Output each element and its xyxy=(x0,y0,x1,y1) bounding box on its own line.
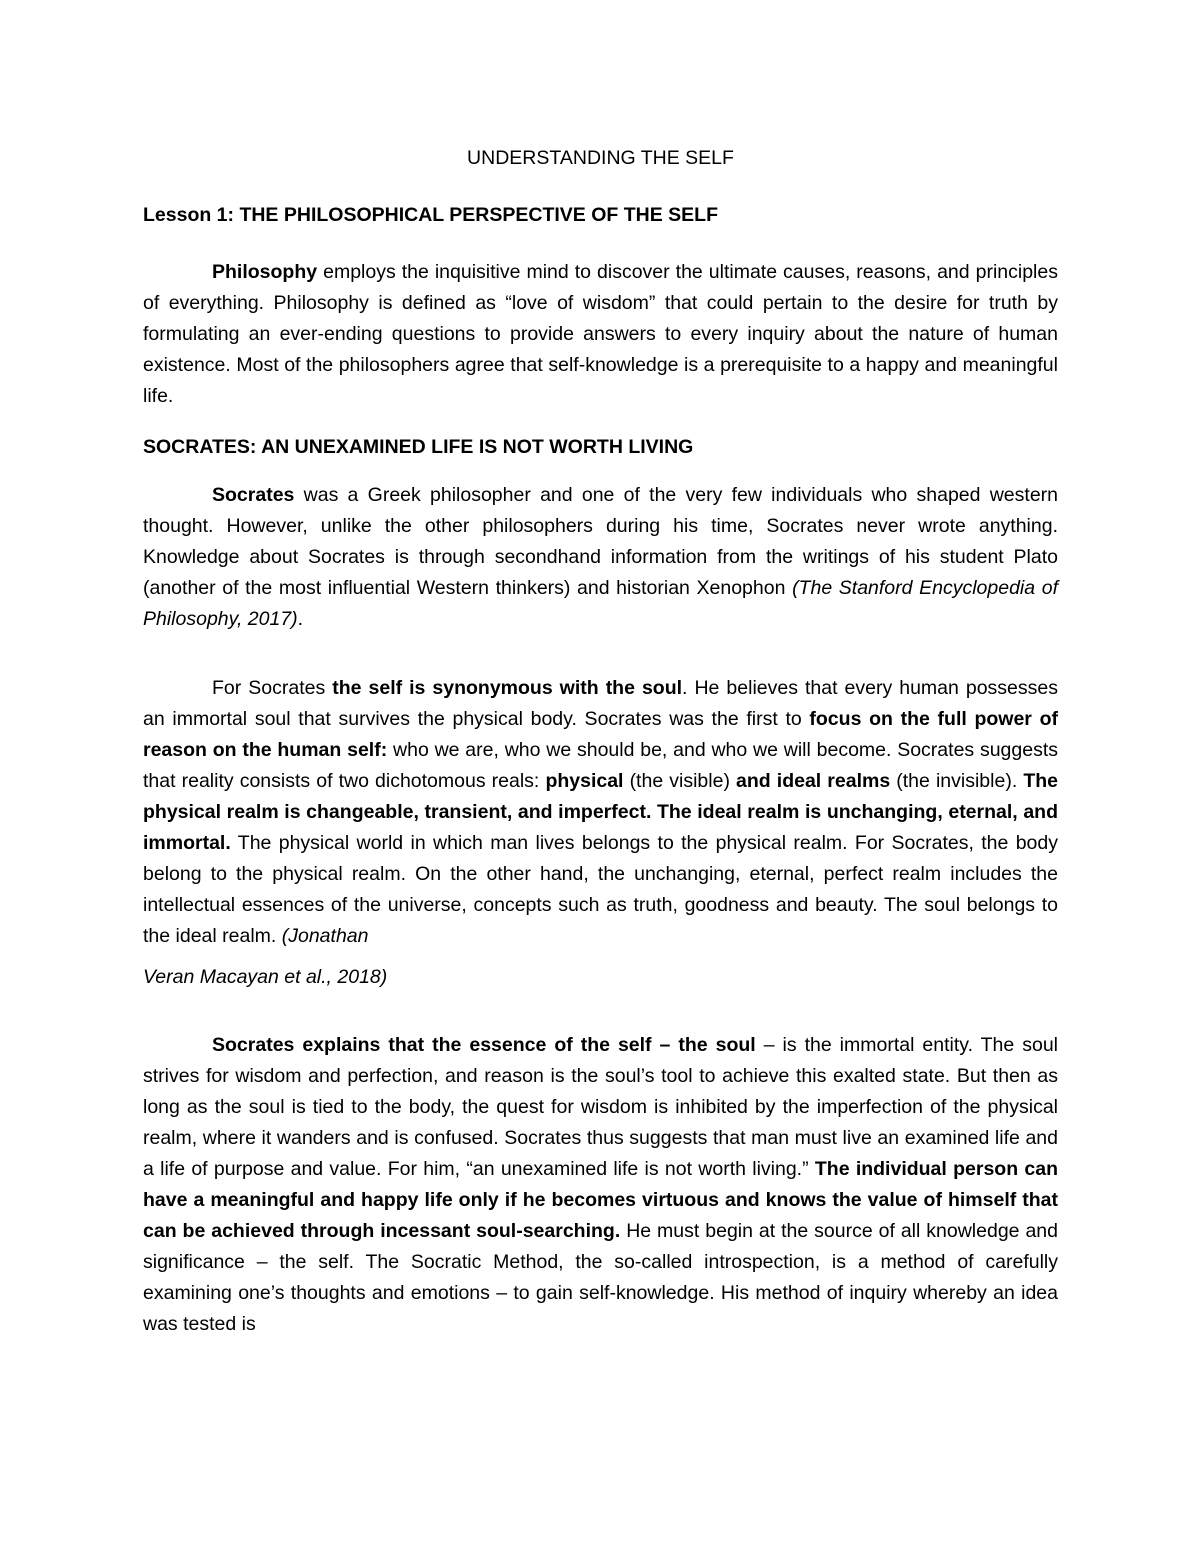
self-soul-b5: The physical realm is changeable, transient, and imperfect. The ideal realm is unchanging, eternal, and immortal. xyxy=(143,770,1058,854)
intro-text: employs the inquisitive mind to discover the ultimate causes, reasons, and principles of everything. Philosophy is defined as “love of wisdom” that could pertain to the desire for truth by formulating an ever-ending questions to provide answers to every inquiry about the nature of human existence. Most of the philosophers agree that self-knowledge is a prerequisite to a happy and meaningful life. xyxy=(143,261,1058,407)
self-soul-paragraph xyxy=(143,673,1058,993)
self-soul-s3: who we are, who we should be, and who we will become. Socrates suggests that reality consists of two dichotomous reals: xyxy=(143,739,1059,792)
self-soul-s5: (the invisible). xyxy=(890,770,1024,792)
self-soul-b2: focus on the full power of reason on the human self: xyxy=(143,708,1058,761)
socrates-text: was a Greek philosopher and one of the very few individuals who shaped western thought. However, unlike the other philosophers during his time, Socrates never wrote anything. Knowledge about Socrates is through secondhand information from the writings of his student Plato (another of the most influential Western thinkers) and historian Xenophon xyxy=(143,484,1058,599)
section-heading: SOCRATES: AN UNEXAMINED LIFE IS NOT WORTH LIVING xyxy=(143,436,694,458)
essence-b1: Socrates explains that the essence of the self – the soul xyxy=(212,1034,756,1056)
essence-b2: The individual person can have a meaningful and happy life only if he becomes virtuous and knows the value of himself that can be achieved through incessant soul-searching. xyxy=(143,1158,1058,1242)
lesson-heading-text: Lesson 1: THE PHILOSOPHICAL PERSPECTIVE OF THE SELF xyxy=(143,204,718,226)
self-soul-s6: The physical world in which man lives belongs to the physical realm. For Socrates, the body belong to the physical realm. On the other hand, the unchanging, eternal, perfect realm includes the intellectual essences of the universe, concepts such as truth, goodness and beauty. The soul belongs to the ideal realm. xyxy=(143,832,1058,947)
self-soul-s2: . He believes that every human possesses an immortal soul that survives the physical body. Socrates was the first to xyxy=(143,677,1058,730)
self-soul-b1: the self is synonymous with the soul xyxy=(332,677,683,699)
socrates-citation: (The Stanford Encyclopedia of Philosophy, 2017) xyxy=(143,577,1058,630)
socrates-paragraph xyxy=(143,480,1058,635)
socrates-end: . xyxy=(297,608,304,630)
self-soul-citation-part2: Veran Macayan et al., 2018) xyxy=(143,966,388,988)
intro-term: Philosophy xyxy=(212,261,318,283)
essence-s2: He must begin at the source of all knowledge and significance – the self. The Socratic Method, the so-called introspection, is a method of carefully examining one’s thoughts and emotions – to gain self-knowledge. His method of inquiry whereby an idea was tested is xyxy=(143,1220,1058,1335)
self-soul-citation-part1: (Jonathan xyxy=(281,925,369,947)
lesson-heading xyxy=(143,200,1058,230)
self-soul-b3: physical xyxy=(545,770,624,792)
self-soul-s4: (the visible) xyxy=(623,770,737,792)
document-title: UNDERSTANDING THE SELF xyxy=(467,147,734,169)
document-page xyxy=(143,140,1058,1340)
self-soul-s1: For Socrates xyxy=(212,677,333,699)
essence-s1: – is the immortal entity. The soul strives for wisdom and perfection, and reason is the soul’s tool to achieve this exalted state. But then as long as the soul is tied to the body, the quest for wisdom is inhibited by the imperfection of the physical realm, where it wanders and is confused. Socrates thus suggests that man must live an examined life and a life of purpose and value. For him, “an unexamined life is not worth living.” xyxy=(143,1034,1058,1180)
essence-paragraph xyxy=(143,1030,1058,1340)
intro-paragraph xyxy=(143,257,1058,412)
socrates-term: Socrates xyxy=(212,484,295,506)
self-soul-b4: and ideal realms xyxy=(736,770,891,792)
